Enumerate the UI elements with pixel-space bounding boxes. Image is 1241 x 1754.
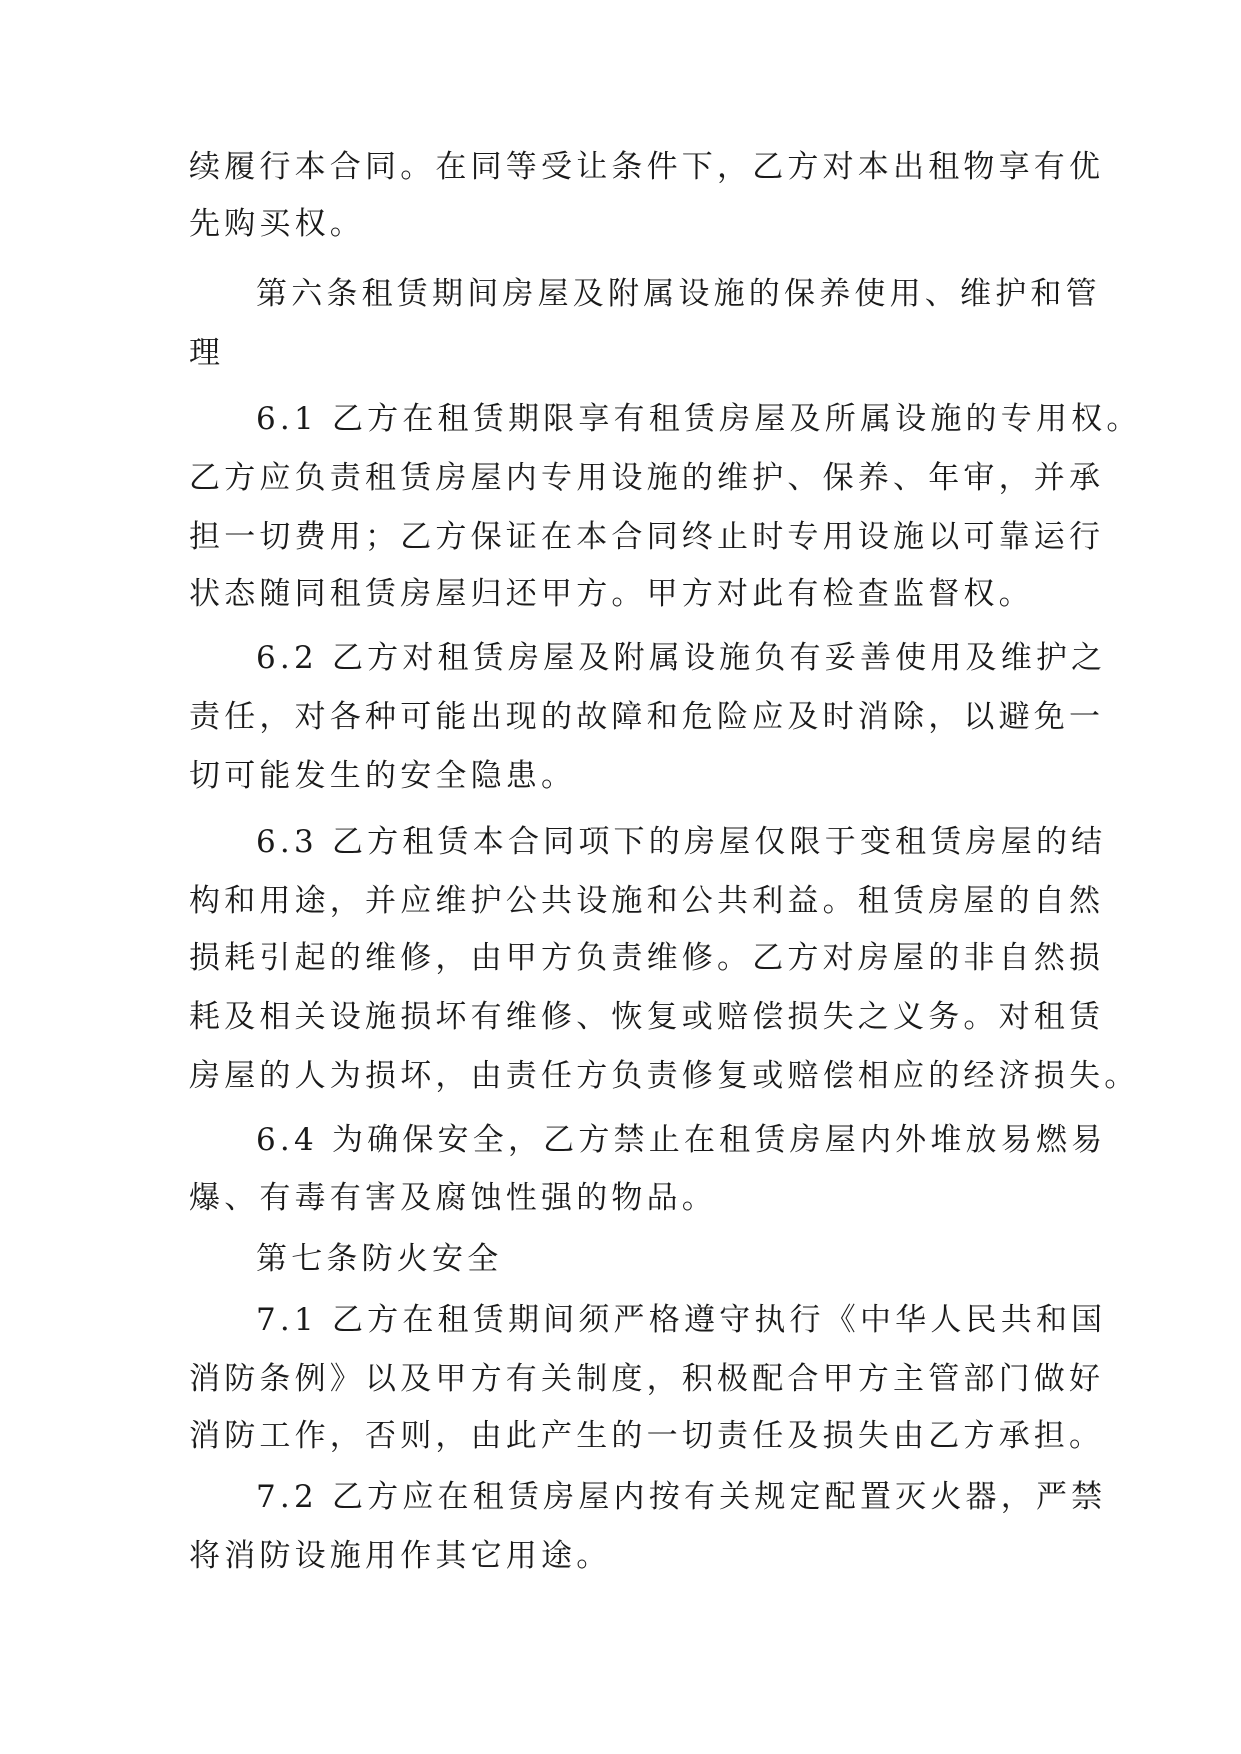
text-line: 损耗引起的维修，由甲方负责维修。乙方对房屋的非自然损: [189, 940, 1105, 976]
clause-6-2: 6.2 乙方对租赁房屋及附属设施负有妥善使用及维护之: [256, 640, 1107, 676]
text-line: 构和用途，并应维护公共设施和公共利益。租赁房屋的自然: [189, 883, 1105, 919]
text-line: 房屋的人为损坏，由责任方负责修复或赔偿相应的经济损失。: [189, 1058, 1140, 1094]
clause-6-4: 6.4 为确保安全，乙方禁止在租赁房屋内外堆放易燃易: [256, 1122, 1107, 1158]
text-line: 将消防设施用作其它用途。: [189, 1538, 612, 1574]
text-line: 理: [189, 335, 225, 371]
text-line: 状态随同租赁房屋归还甲方。甲方对此有检查监督权。: [189, 576, 1034, 612]
text-line: 爆、有毒有害及腐蚀性强的物品。: [189, 1180, 717, 1216]
text-line: 耗及相关设施损坏有维修、恢复或赔偿损失之义务。对租赁: [189, 999, 1105, 1035]
clause-7-2: 7.2 乙方应在租赁房屋内按有关规定配置灭火器，严禁: [256, 1479, 1107, 1515]
text-line: 切可能发生的安全隐患。: [189, 758, 577, 794]
clause-heading-7: 第七条防火安全: [256, 1241, 503, 1277]
text-line: 担一切费用；乙方保证在本合同终止时专用设施以可靠运行: [189, 519, 1105, 555]
text-line: 消防工作，否则，由此产生的一切责任及损失由乙方承担。: [189, 1418, 1105, 1454]
text-line: 责任，对各种可能出现的故障和危险应及时消除，以避免一: [189, 699, 1105, 735]
text-line: 续履行本合同。在同等受让条件下，乙方对本出租物享有优: [189, 149, 1105, 185]
clause-heading-6: 第六条租赁期间房屋及附属设施的保养使用、维护和管: [256, 276, 1101, 312]
text-line: 先购买权。: [189, 206, 365, 242]
clause-6-3: 6.3 乙方租赁本合同项下的房屋仅限于变租赁房屋的结: [256, 824, 1107, 860]
text-line: 消防条例》以及甲方有关制度，积极配合甲方主管部门做好: [189, 1361, 1105, 1397]
text-line: 乙方应负责租赁房屋内专用设施的维护、保养、年审，并承: [189, 460, 1105, 496]
clause-6-1: 6.1 乙方在租赁期限享有租赁房屋及所属设施的专用权。: [256, 401, 1142, 437]
clause-7-1: 7.1 乙方在租赁期间须严格遵守执行《中华人民共和国: [256, 1302, 1107, 1338]
